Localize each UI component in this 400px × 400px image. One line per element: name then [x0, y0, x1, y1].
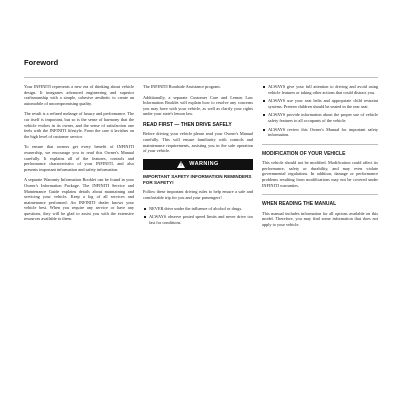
safety-rules-list-continued — [262, 84, 378, 138]
warranty-paragraph: A separate Warranty Information Booklet can be found in your Owner's Information Package. The INFINITI Service and Maintenance Guide explains details about maintaining and servicing your vehicle. Keep a log of all services and maintenance performed. An INFINITI dealer knows your vehicle best. When you require any service or have any questions, they will be glad to assist you with the extensive resources available to them. — [24, 177, 134, 222]
read-first-heading: READ FIRST — THEN DRIVE SAFELY — [143, 121, 232, 128]
reading-manual-text: This manual includes information for all options available on this model. Therefore, you may find some information that does not apply to your vehicle. — [262, 210, 378, 227]
safety-reminders-heading: IMPORTANT SAFETY INFORMATION REMINDERS FOR SAFETY! — [143, 173, 252, 185]
page-title: Foreword — [24, 58, 59, 67]
modification-heading: MODIFICATION OF YOUR VEHICLE — [262, 150, 346, 157]
warning-triangle-icon — [177, 161, 185, 168]
section-divider — [262, 144, 378, 145]
modification-text: This vehicle should not be modified. Modification could affect its performance, safety or durability, and may even violate governmental regulations. In addition, damage or performance problems resulting from modifications may not be covered under INFINITI warranties. — [262, 160, 378, 188]
roadside-paragraph: The INFINITI Roadside Assistance program. — [143, 84, 221, 89]
safety-rule-item: ALWAYS observe posted speed limits and never drive too fast for conditions. — [143, 214, 253, 225]
section-divider — [262, 194, 378, 195]
warning-exclamation: ! — [180, 161, 182, 168]
safety-intro-text: Follow these important driving rules to help ensure a safe and comfortable trip for you and your passengers! — [143, 189, 253, 201]
lemon-law-paragraph: Additionally, a separate Customer Care and Lemon Law Information Booklet will explain how to resolve any concerns you may have with your vehicle, as well as clarify your rights under your state's lemon law. — [143, 94, 253, 117]
safety-rules-list — [143, 206, 253, 226]
safety-rule-item: NEVER drive under the influence of alcohol or drugs. — [143, 206, 253, 212]
safety-rule-item: ALWAYS use your seat belts and appropriate child restraint systems. Preteen children should be seated in the rear seat. — [262, 98, 378, 109]
reading-manual-heading: WHEN READING THE MANUAL — [262, 201, 337, 208]
safety-rule-item: ALWAYS review this Owner's Manual for important safety information. — [262, 127, 378, 138]
header-rule — [24, 77, 378, 78]
read-manual-paragraph: To ensure that owners get every benefit of INFINITI ownership, we encourage you to read this Owner's Manual carefully. It explains all of the features, controls and performance characteristics of your INFINITI, and also presents important information and safety information. — [24, 144, 134, 172]
safety-rule-item: ALWAYS give your full attention to driving and avoid using vehicle features or taking other actions that could distract you. — [262, 84, 378, 95]
warning-label: WARNING — [189, 161, 219, 168]
column-2 — [143, 84, 253, 230]
safety-rule-item: ALWAYS provide information about the proper use of vehicle safety features to all occupants of the vehicle. — [262, 112, 378, 123]
warning-banner — [143, 159, 253, 170]
read-first-text: Before driving your vehicle please read your Owner's Manual carefully. This will ensure familiarity with controls and maintenance requirements, assisting you in the safe operation of your vehicle. — [143, 131, 253, 154]
intro-paragraph: Your INFINITI represents a new era of thinking about vehicle design. It integrates advanced engineering and superior craftsmanship with a simple, cohesive aesthetic to create an automobile of uncompromising quality. — [24, 84, 134, 106]
harmony-paragraph: The result is a refined melange of luxury and performance. The car itself is important, but so is the sense of harmony that the vehicle evokes in its owner, and the sense of satisfaction one feels with the INFINITI lifestyle. From the care it lavishes on the high level of customer service. — [24, 111, 134, 139]
column-1 — [24, 84, 134, 227]
column-3 — [262, 84, 378, 233]
